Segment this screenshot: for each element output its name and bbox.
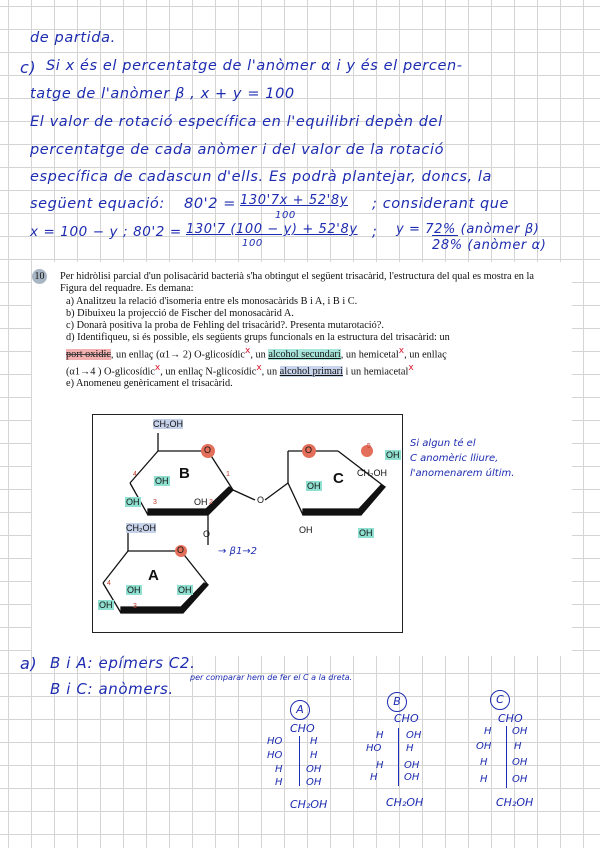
item-d-mid1: , un enllaç (α1→ 2) O-glicosídic [110, 349, 245, 361]
ch2oh-c: CH₂OH [357, 468, 387, 478]
fischer-right: OH [306, 777, 322, 788]
ring-oxygen-b: O [204, 445, 212, 455]
side-note-line-2: C anomèric lliure, [410, 453, 499, 464]
ring-label-a: A [148, 567, 159, 584]
x-mark: x [154, 362, 161, 373]
oh-label: OH [307, 481, 321, 491]
fischer-left: H [275, 777, 283, 788]
item-d [60, 332, 562, 378]
oh-label: OH [126, 497, 140, 507]
fischer-bottom: CH₂OH [386, 796, 424, 809]
item-d-line2-a: (α1→4 ) O-glicosídic [66, 365, 155, 377]
fischer-left: H [275, 764, 283, 775]
ch2oh-a: CH₂OH [126, 523, 156, 533]
oh-label: OH [359, 528, 373, 538]
fischer-b [362, 692, 452, 832]
fischer-label: B [387, 692, 407, 712]
fischer-right: H [406, 743, 414, 754]
item-d-line2-c: , un [261, 365, 278, 377]
fischer-left: OH [476, 741, 492, 752]
fischer-left: H [370, 772, 378, 783]
item-b: b) Dibuixeu la projecció de Fischer del monosacàrid A. [66, 307, 294, 319]
fischer-top: CHO [394, 712, 419, 725]
fischer-left: H [480, 774, 488, 785]
fischer-right: H [514, 741, 522, 752]
answer-a-note: per comparar hem de fer el C a la dreta. [190, 673, 353, 682]
ring-oxygen-a: O [177, 545, 185, 555]
carbon-number: 4 [133, 471, 137, 478]
item-d-mid3: , un hemicetal [340, 349, 399, 361]
answer-a-label: a) [20, 654, 38, 673]
fischer-label: C [490, 690, 510, 710]
x-mark: x [398, 345, 405, 356]
problem-number: 10 [32, 269, 47, 284]
fischer-right: OH [406, 730, 422, 741]
oh-label: OH [155, 476, 169, 486]
highlight-alcohol-primari: alcohol primari [279, 365, 343, 377]
hw-line-7b: ; considerant que [372, 196, 510, 212]
oh-label: OH [299, 525, 313, 535]
carbon-number: 1 [226, 471, 230, 478]
fischer-left: H [484, 726, 492, 737]
hw-line-6: específica de cadascun d'ells. Es podrà plantejar, doncs, la [30, 169, 493, 185]
fischer-left: H [376, 760, 384, 771]
x-mark: x [408, 362, 414, 373]
hw-eq1-lhs: 80'2 = [184, 196, 237, 212]
fischer-left: H [376, 730, 384, 741]
fischer-right: OH [512, 726, 528, 737]
answer-a-line-2: B i C: anòmers. [50, 680, 174, 698]
fischer-backbone [398, 728, 399, 786]
hw-line-7a: següent equació: [30, 196, 165, 212]
fischer-bottom: CH₂OH [290, 798, 328, 811]
fischer-backbone [299, 736, 300, 786]
oh-label: OH [178, 585, 192, 595]
fischer-left: HO [267, 736, 283, 747]
hw-result-beta: y = 72% (anòmer β) [396, 222, 540, 237]
fischer-right: OH [404, 772, 420, 783]
fischer-right: OH [306, 764, 322, 775]
fischer-right: H [310, 736, 318, 747]
fischer-top: CHO [498, 712, 523, 725]
hw-label-c: c) [20, 58, 37, 77]
hw-eq2-denominator: 100 [242, 238, 263, 249]
result-underline [432, 235, 458, 236]
item-d-pre: d) Identifiqueu, si és possible, els següents grups funcionals en la estructura del trisacàrid: un [66, 332, 450, 344]
trisaccharide-figure [92, 414, 403, 633]
fischer-right: OH [404, 760, 420, 771]
hw-line-4: El valor de rotació específica en l'equilibri depèn del [30, 114, 443, 130]
carbon-number: 4 [107, 580, 111, 587]
fischer-bottom: CH₂OH [496, 796, 534, 809]
bridge-oxygen: O [203, 529, 211, 539]
item-c: c) Donarà positiva la proba de Fehling del trisacàrid?. Presenta mutarotació?. [66, 320, 384, 332]
fischer-backbone [506, 726, 507, 788]
item-d-line2-b: , un enllaç N-glicosídic [160, 365, 257, 377]
problem-intro: Per hidròlisi parcial d'un polisacàrid bacterià s'ha obtingut el següent trisacàrid, l'estructura del qual es mostra en la Figura del requadre. Es demana: [60, 271, 534, 295]
carbon-number: 5 [367, 443, 371, 450]
oh-label: OH [194, 497, 208, 507]
ch2oh-b: CH₂OH [153, 419, 183, 429]
item-e: e) Anomeneu genèricament el trisacàrid. [66, 378, 233, 390]
answer-a-line-1: B i A: epímers C2. [50, 654, 196, 672]
fischer-left: HO [267, 750, 283, 761]
side-note-line-1: Si algun té el [410, 438, 476, 449]
ring-label-b: B [179, 465, 190, 482]
hw-eq1-denominator: 100 [275, 210, 296, 221]
fischer-right: H [310, 750, 318, 761]
fischer-c [470, 690, 560, 830]
hw-line-5: percentatge de cada anòmer i del valor de la rotació [30, 142, 445, 158]
carbon-number: 3 [133, 603, 137, 610]
ring-label-c: C [333, 470, 344, 487]
hw-result-alpha: 28% (anòmer α) [432, 238, 547, 253]
oh-label: OH [127, 585, 141, 595]
carbon-number: 3 [153, 499, 157, 506]
highlight-alcohol-secundari: alcohol secundari [268, 349, 341, 361]
ring-oxygen-c: O [305, 445, 313, 455]
x-mark: x [244, 345, 251, 356]
hw-eq1-numerator: 130'7x + 52'8y [240, 193, 348, 208]
hw-eq2-separator: ; [372, 224, 378, 240]
x-mark: x [256, 362, 262, 373]
item-d-mid2: , un [250, 349, 266, 361]
item-d-mid4: , un enllaç [404, 349, 447, 361]
fischer-left: H [480, 757, 488, 768]
fischer-right: OH [512, 774, 528, 785]
hw-line-3: tatge de l'anòmer β , x + y = 100 [30, 86, 295, 102]
hw-eq2-numerator: 130'7 (100 − y) + 52'8y [186, 222, 358, 237]
carbon-number: 2 [209, 499, 213, 506]
item-a: a) Analitzeu la relació d'isomeria entre els monosacàrids B i A, i B i C. [66, 295, 358, 307]
problem-text [60, 271, 562, 391]
oh-label: OH [386, 450, 400, 460]
bond-annotation: → β1→2 [218, 546, 258, 557]
fischer-left: HO [366, 743, 382, 754]
highlight-pont-oxidic: port oxidic [66, 349, 111, 361]
hw-line-1: de partida. [30, 30, 116, 46]
hw-line-2: Si x és el percentatge de l'anòmer α i y és el percen- [46, 58, 463, 74]
fischer-a [262, 700, 352, 840]
fischer-right: OH [512, 757, 528, 768]
fischer-top: CHO [290, 722, 315, 735]
side-note-line-3: l'anomenarem últim. [410, 468, 515, 479]
hw-line-8a: x = 100 − y ; 80'2 = [30, 224, 182, 240]
item-d-line2-d: i un hemiacetal [342, 365, 409, 377]
fischer-label: A [290, 700, 310, 720]
bridge-oxygen: O [257, 495, 265, 505]
oh-label: OH [99, 600, 113, 610]
